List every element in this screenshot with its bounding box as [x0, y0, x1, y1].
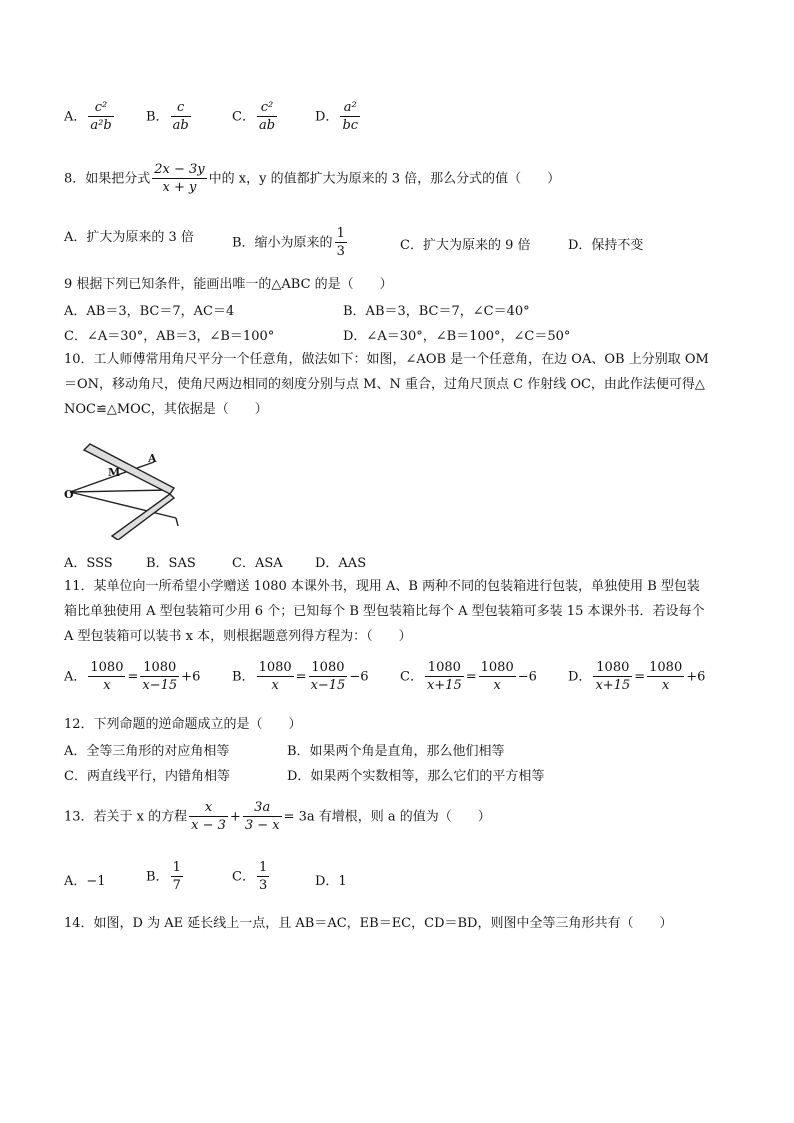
q13-option-b: B． $\frac{1}{7}$ — [146, 860, 181, 893]
q13-option-a: A．−1 — [64, 874, 106, 889]
angle-ruler-figure — [64, 440, 194, 540]
q9-option-b: B．AB＝3，BC＝7，∠C＝40° — [343, 304, 530, 319]
fraction: $\frac{\text{a²}}{bc}$ — [342, 100, 359, 133]
option-label: A． — [64, 109, 87, 125]
q11-stem-line-3: A 型包装箱可以装书 x 本，则根据题意列得方程为：（ ） — [64, 629, 412, 644]
fraction: $\frac{\text{c²}}{ab}$ — [258, 100, 276, 133]
q10-option-b: B．SAS — [146, 556, 196, 571]
fraction: $\frac{1080}{x}$ — [649, 660, 683, 693]
q8-option-d: D．保持不变 — [568, 238, 644, 253]
q13-stem: 13．若关于 x 的方程 $\frac{x}{x - 3}$ + $\frac{3a}{3 - x}$ = 3a 有增根，则 a 的值为（ ） — [64, 800, 491, 833]
fraction: $\frac{1080}{x-15}$ — [142, 660, 178, 693]
q12-option-c: C．两直线平行，内错角相等 — [64, 769, 230, 784]
q12-option-a: A．全等三角形的对应角相等 — [64, 744, 230, 759]
fraction: $\frac{1080}{x+15}$ — [426, 660, 462, 693]
fraction: $\frac{1080}{x-15}$ — [310, 660, 346, 693]
q12-option-d: D．如果两个实数相等，那么它们的平方相等 — [287, 769, 545, 784]
q10-option-c: C．ASA — [232, 556, 283, 571]
q11-option-b: B． $\frac{1080}{x}$ = $\frac{1080}{x-15}$ −6 — [232, 660, 369, 693]
q10-stem-line-3: NOC≌△MOC，其依据是（ ） — [64, 402, 268, 417]
option-label: C． — [232, 109, 255, 125]
q8-option-a: A．扩大为原来的 3 倍 — [64, 230, 194, 245]
fraction: $\frac{1080}{x}$ — [258, 660, 292, 693]
q9-stem: 9 根据下列已知条件，能画出唯一的△ABC 的是（ ） — [64, 277, 393, 292]
q10-stem-line-2: ＝ON，移动角尺，使角尺两边相同的刻度分别与点 M、N 重合，过角尺顶点 C 作射线 OC，由此作法便可得△ — [64, 377, 705, 392]
option-label: D． — [315, 109, 339, 125]
fraction: $\frac{3a}{3 - x}$ — [244, 800, 280, 833]
q14-stem: 14．如图，D 为 AE 延长线上一点，且 AB＝AC，EB＝EC，CD＝BD，则图中全等三角形共有（ ） — [64, 916, 673, 931]
ruler-arm-lower — [112, 494, 174, 540]
q9-option-a: A．AB＝3，BC＝7，AC＝4 — [64, 304, 235, 319]
q8-option-c: C．扩大为原来的 9 倍 — [400, 238, 531, 253]
q9-option-d: D．∠A＝30°，∠B＝100°，∠C＝50° — [343, 329, 571, 344]
fraction: $\frac{1080}{x}$ — [480, 660, 514, 693]
label-a: A — [148, 452, 157, 465]
fraction: $\frac{2x - 3y}{x + y}$ — [154, 162, 205, 195]
q11-stem-line-2: 箱比单独使用 A 型包装箱可少用 6 个；已知每个 B 型包装箱比每个 A 型包装箱可多装 15 本课外书．若设每个 — [64, 604, 705, 619]
option-label: B． — [146, 109, 169, 125]
fraction: $\frac{1080}{x+15}$ — [595, 660, 631, 693]
q8-option-b: B．缩小为原来的 $\frac{1}{3}$ — [232, 226, 345, 259]
q11-stem-line-1: 11．某单位向一所希望小学赠送 1080 本课外书，现用 A、B 两种不同的包装箱进行包装，单独使用 B 型包装 — [64, 579, 700, 594]
fraction: $\frac{1}{7}$ — [172, 860, 181, 893]
q11-option-d: D． $\frac{1080}{x+15}$ = $\frac{1080}{x}$ +6 — [568, 660, 706, 693]
q7-option-c — [232, 100, 279, 134]
q12-stem: 12．下列命题的逆命题成立的是（ ） — [64, 717, 302, 732]
q10-option-a: A．SSS — [64, 556, 113, 571]
ruler-arm-upper — [84, 444, 174, 494]
q7-option-b — [146, 100, 193, 134]
fraction: $\frac{1080}{x}$ — [90, 660, 124, 693]
tick-mark — [176, 518, 178, 526]
ray-oc — [70, 490, 170, 492]
fraction: $\frac{c}{ab}$ — [172, 100, 189, 133]
fraction: $\frac{1}{3}$ — [336, 226, 345, 259]
q7-option-d — [315, 100, 362, 134]
q10-stem-line-1: 10．工人师傅常用角尺平分一个任意角，做法如下：如图，∠AOB 是一个任意角，在边 OA、OB 上分别取 OM — [64, 352, 709, 367]
q11-option-a: A． $\frac{1080}{x}$ = $\frac{1080}{x-15}$ +6 — [64, 660, 201, 693]
q7-option-a — [64, 100, 116, 134]
q13-option-c: C． $\frac{1}{3}$ — [232, 860, 268, 893]
q12-option-b: B．如果两个角是直角，那么他们相等 — [287, 744, 505, 759]
q8-stem: 8．如果把分式 $\frac{2x - 3y}{x + y}$ 中的 x，y 的值都扩大为原来的 3 倍，那么分式的值（ ） — [64, 162, 561, 195]
label-o: O — [64, 488, 74, 501]
label-m: M — [108, 466, 121, 479]
q9-option-c: C．∠A＝30°，AB＝3，∠B＝100° — [64, 329, 275, 344]
q10-option-d: D．AAS — [315, 556, 367, 571]
q13-option-d: D．1 — [315, 874, 347, 889]
fraction: $\frac{x}{x - 3}$ — [191, 800, 226, 833]
fraction: $\frac{\text{c²}}{\text{a²b}}$ — [90, 100, 112, 133]
q11-option-c: C． $\frac{1080}{x+15}$ = $\frac{1080}{x}$ −6 — [400, 660, 537, 693]
fraction: $\frac{1}{3}$ — [258, 860, 268, 893]
